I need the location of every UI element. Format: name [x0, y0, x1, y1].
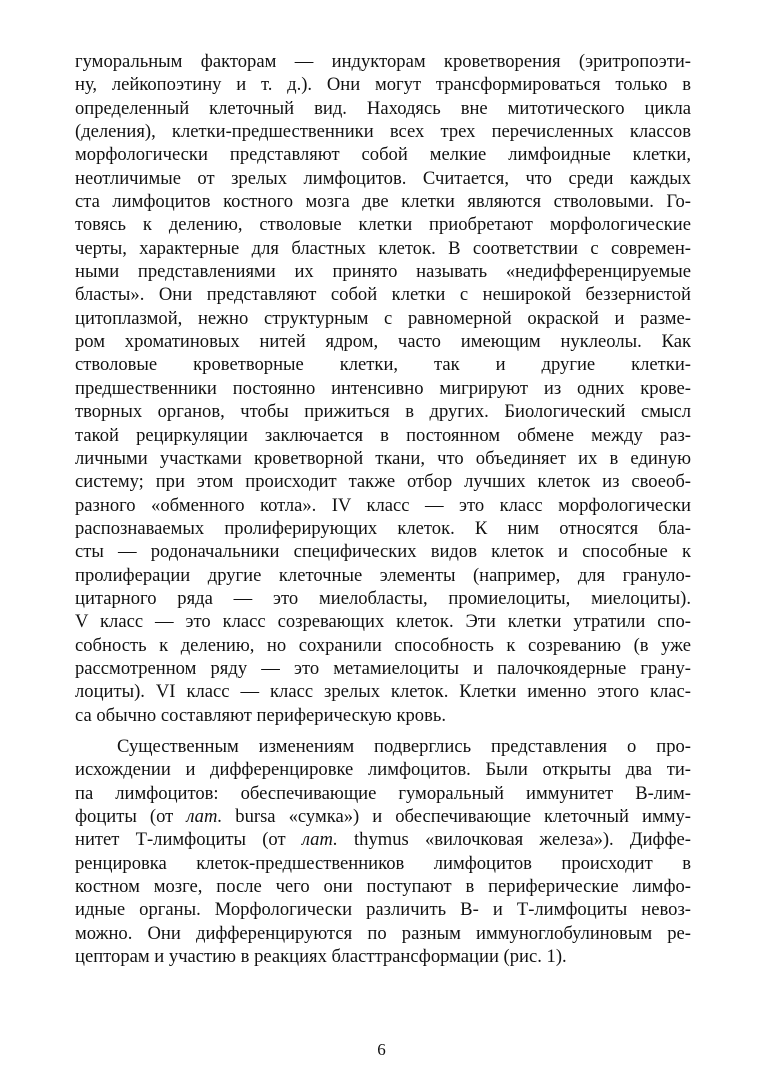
text-line — [75, 828, 691, 851]
text-line: ста лимфоцитов костного мозга две клетки являются стволовыми. Го- — [75, 191, 691, 213]
paragraph-2 — [75, 735, 691, 968]
text-line: (деления), клетки-предшественники всех трех перечисленных классов — [75, 121, 691, 143]
text-line: цитоплазмой, нежно структурным с равномерной окраской и разме- — [75, 307, 691, 329]
text-fragment: фоциты (от — [75, 806, 187, 827]
text-line: ренцировка клеток-предшественников лимфоцитов происходит в — [75, 852, 691, 874]
text-line: Существенным изменениям подверглись представления о про- — [117, 735, 691, 757]
text-fragment: bursa «сумка») и обеспечивающие клеточный имму- — [222, 806, 691, 827]
text-line: творных органов, чтобы прижиться в других. Биологический смысл — [75, 401, 691, 423]
text-line: рассмотренном ряду — это метамиелоциты и палочкоядерные грану- — [75, 657, 691, 679]
text-line: V класс — это класс созревающих клеток. Эти клетки утратили спо- — [75, 611, 691, 633]
text-line: предшественники постоянно интенсивно мигрируют из одних крове- — [75, 377, 691, 399]
text-line: собность к делению, но сохранили способность к созреванию (в уже — [75, 634, 691, 656]
text-line: распознаваемых пролиферирующих клеток. К ним относятся бла- — [75, 517, 691, 539]
paragraph-1 — [75, 50, 691, 727]
text-line: определенный клеточный вид. Находясь вне митотического цикла — [75, 97, 691, 119]
text-line: сты — родоначальники специфических видов клеток и способные к — [75, 541, 691, 563]
page-body — [75, 50, 691, 968]
text-line: цитарного ряда — это миелобласты, промиелоциты, миелоциты). — [75, 587, 691, 609]
text-line: исхождении и дифференцировке лимфоцитов. Были открыты два ти- — [75, 759, 691, 781]
text-line: са обычно составляют периферическую кровь. — [75, 704, 446, 726]
text-line: па лимфоцитов: обеспечивающие гуморальный иммунитет В-лим- — [75, 782, 691, 804]
italic-abbreviation: лат. — [301, 829, 338, 851]
text-fragment: thymus «вилочковая железа»). Диффе- — [337, 829, 691, 851]
text-fragment: нитет Т-лимфоциты (от — [75, 829, 302, 851]
text-line: гуморальным факторам — индукторам кроветворения (эритропоэти- — [75, 51, 691, 72]
text-line: бласты». Они представляют собой клетки с неширокой беззернистой — [75, 284, 691, 306]
text-line: идные органы. Морфологически различить В- и Т-лимфоциты невоз- — [75, 899, 691, 921]
text-line: личными участками кроветворной ткани, что объединяет их в единую — [75, 447, 691, 469]
italic-abbreviation: лат. — [186, 806, 223, 827]
text-line: пролиферации другие клеточные элементы (например, для грануло- — [75, 564, 691, 586]
text-line: костном мозге, после чего они поступают в периферические лимфо- — [75, 876, 691, 898]
text-line: такой рециркуляции заключается в постоянном обмене между раз- — [75, 424, 691, 446]
paragraph-gap — [75, 727, 691, 735]
text-line: цепторам и участию в реакциях бласттрансформации (рис. 1). — [75, 946, 567, 968]
text-line: ными представлениями их принято называть «недифференцируемые — [75, 261, 691, 283]
text-line: черты, характерные для бластных клеток. В соответствии с современ- — [75, 237, 691, 259]
text-line: неотличимые от зрелых лимфоцитов. Считается, что среди каждых — [75, 167, 691, 189]
page-number: 6 — [377, 1040, 386, 1059]
text-line: разного «обменного котла». IV класс — это класс морфологически — [75, 494, 691, 516]
text-line: товясь к делению, стволовые клетки приобретают морфологические — [75, 214, 691, 236]
text-line: можно. Они дифференцируются по разным иммуноглобулиновым ре- — [75, 922, 691, 944]
text-line — [75, 805, 691, 828]
text-line: стволовые кроветворные клетки, так и другие клетки- — [75, 354, 691, 376]
text-line: систему; при этом происходит также отбор лучших клеток из своеоб- — [75, 471, 691, 493]
text-line: морфологически представляют собой мелкие лимфоидные клетки, — [75, 144, 691, 166]
text-line: ром хроматиновых нитей ядром, часто имеющим нуклеолы. Как — [75, 331, 691, 353]
text-line: ну, лейкопоэтину и т. д.). Они могут трансформироваться только в — [75, 74, 691, 96]
text-line: лоциты). VI класс — класс зрелых клеток. Клетки именно этого клас- — [75, 681, 691, 703]
